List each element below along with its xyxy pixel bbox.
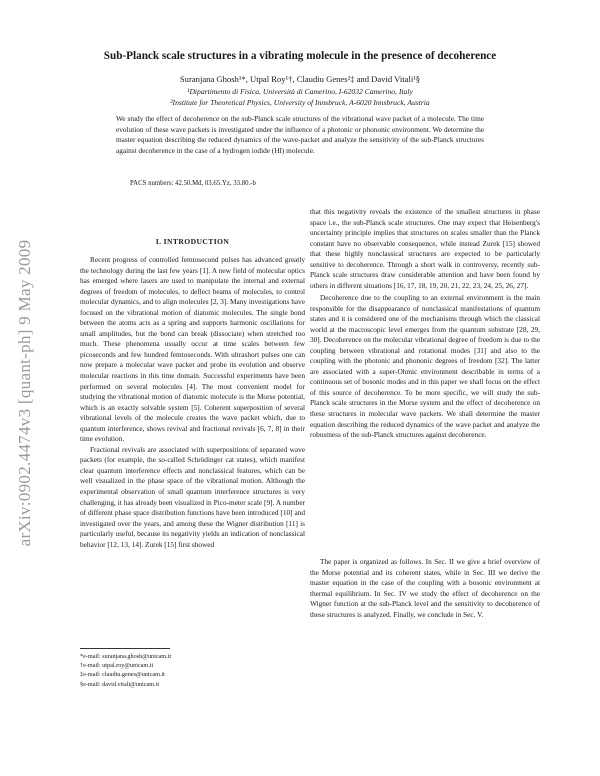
paper-title: Sub-Planck scale structures in a vibrating molecule in the presence of decoherence	[103, 50, 497, 62]
footnote: ‡e-mail: claudiu.genes@unicam.it	[80, 671, 165, 679]
affiliations	[40, 86, 560, 108]
paragraph: Fractional revivals are associated with superpositions of separated wave packets (for example, the so-called Schrödinger cat states), which manifest clear quantum interference effects and nonclassical features, which can be well visualized in the phase space of the vibrational motion. Although the experimental observation of small quantum interference structures is very challenging, it has already been visualized in Pico-meter scale [9]. A number of different phase space distribution functions have been introduced [10] and investigated over the years, and among these the Wigner distribution [11] is particularly useful, because its negativity yields an indication of nonclassical behavior [12, 13, 14]. Zurek [15] first showed	[80, 444, 305, 549]
footnotes	[80, 652, 305, 689]
pacs-numbers: PACS numbers: 42.50.Md, 03.65.Yz, 33.80.-b	[130, 180, 256, 187]
footnote: §e-mail: david.vitali@unicam.it	[80, 680, 160, 688]
author-list: Suranjana Ghosh¹*, Utpal Roy¹†, Claudiu Genes²‡ and David Vitali¹§	[179, 74, 421, 84]
affiliation-2: ²Institute for Theoretical Physics, University of Innsbruck, A-6020 Innsbruck, Austria	[170, 98, 430, 107]
affiliation-1: ¹Dipartimento di Fisica, Università di Camerino, I-62032 Camerino, Italy	[187, 87, 413, 96]
paragraph: The paper is organized as follows. In Sec. II we give a brief overview of the Morse potential and its coherent states, while in Sec. III we derive the master equation in the case of the coupling with a bosonic environment at thermal equilibrium. In Sec. IV we study the effect of decoherence on the Wigner function at the sub-Planck level and the sensitivity to decoherence of these structures is analyzed. Finally, we conclude in Sec. V.	[310, 557, 540, 619]
section-heading: I. INTRODUCTION	[155, 237, 230, 246]
abstract: We study the effect of decoherence on the sub-Planck scale structures of the vibrational wave packet of a molecule. The time evolution of these wave packets is investigated under the influence of a photonic or phononic environment. We determine the master equation describing the reduced dynamics of the wave-packet and analyze the sensitivity of the sub-Planck structures against decoherence in the case of a hydrogen iodide (HI) molecule.	[116, 114, 484, 155]
footnote: †e-mail: utpal.roy@unicam.it	[80, 662, 154, 670]
paragraph: that this negativity reveals the existence of the smallest structures in phase space i.e., the sub-Planck scale structures. One may expect that Heisenberg's uncertainty principle implies that structures on scales smaller than the Planck constant have no observable consequence, while instead Zurek [15] showed that these highly nonclassical structures are expected to be particularly sensitive to decoherence. Through a short walk in controversy, recently sub-Planck scale structures draw considerable attention and have been found by others in different situations [16, 17, 18, 19, 20, 21, 22, 23, 24, 25, 26, 27].	[310, 207, 540, 290]
left-column	[80, 255, 305, 550]
paragraph: Decoherence due to the coupling to an external environment is the main responsible for the disappearance of nonclassical manifestations of quantum states and it is considered one of the mechanisms through which the classical world at the macroscopic level emerges from the quantum substrate [28, 29, 30]. Decoherence on the molecular vibrational degree of freedom is due to the coupling between vibrational and rotational modes [31] and also to the coupling with the photonic and phononic degrees of freedom [32]. The latter are associated with a super-Ohmic environment describable in terms of a continuous set of bosonic modes and in this paper we shall focus on the effect of this source of decoherence. To be more specific, we will study the sub-Planck scale structures in the Morse system and the effect of decoherence on these structures in molecular wave packets. We shall determine the master equation describing the reduced dynamics of the wave packet and analyze the robustness of the sub-Planck structures against decoherence.	[310, 293, 540, 440]
paragraph: Recent progress of controlled femtosecond pulses has advanced greatly the technology during the last few years [1]. A new field of molecular optics has emerged where lasers are used to manipulate the internal and external degrees of freedom of molecules, to deflect beams of molecules, to control molecular dynamics, and to align molecules [2, 3]. Many investigations have focused on the vibrational motion of diatomic molecules. The single bond between the atoms acts as a spring and supports harmonic oscillations for small amplitudes, but the bond can break (dissociate) when stretched too much. These phenomena usually occur at time scales between few picoseconds and few hundred femtoseconds. With ultrashort pulses one can now prepare a molecular wave packet and probe its evolution and observe molecular reactions in this time domain. Successful experiments have been performed on several molecules [4]. The most convenient model for studying the vibrational motion of diatomic molecule is the Morse potential, which is an exactly solvable system [5]. Coherent superposition of several vibrational levels of the molecule creates the wave packet which, due to quantum interference, shows revival and fractional revivals [6, 7, 8] in their time evolution.	[80, 255, 305, 444]
footnote-rule	[80, 648, 170, 649]
footnote: *e-mail: suranjana.ghosh@unicam.it	[80, 653, 172, 660]
arxiv-identifier: arXiv:0902.4474v3 [quant-ph] 9 May 2009	[15, 239, 34, 547]
